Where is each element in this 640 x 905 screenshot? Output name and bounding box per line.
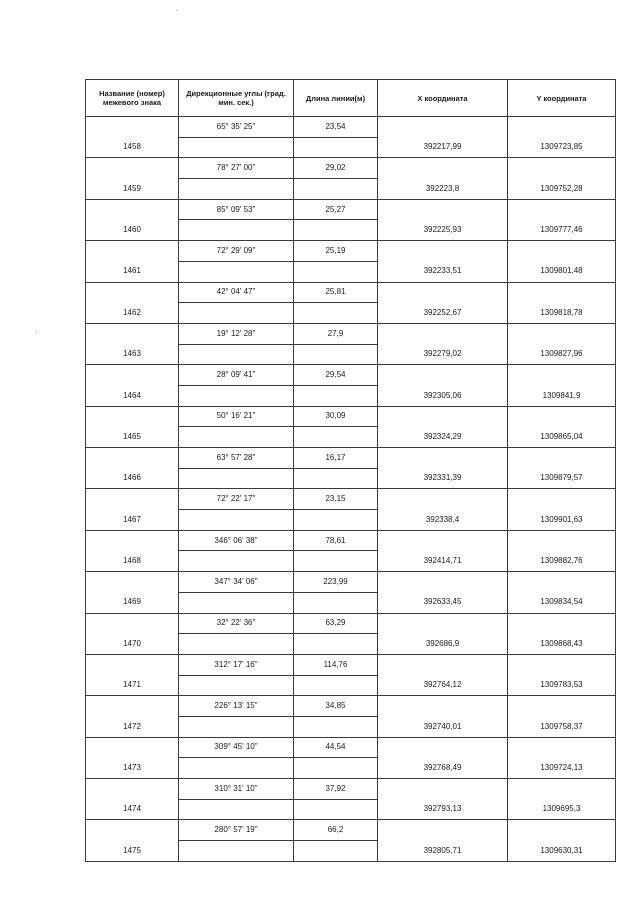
segment-length: 29,54	[294, 365, 378, 386]
segment-name-cell	[86, 117, 179, 138]
segment-x-cell	[378, 572, 508, 593]
point-length-cell	[294, 385, 378, 406]
point-length-cell	[294, 799, 378, 820]
point-x: 392279,02	[378, 344, 508, 365]
point-y: 1309901,63	[508, 510, 616, 531]
point-angle-cell	[179, 468, 294, 489]
point-length-cell	[294, 137, 378, 158]
header-length: Длина линии(м)	[294, 80, 378, 117]
point-x: 392305,06	[378, 385, 508, 406]
segment-length: 78,61	[294, 530, 378, 551]
segment-name-cell	[86, 613, 179, 634]
point-x: 392633,45	[378, 592, 508, 613]
boundary-coordinates-table	[85, 79, 616, 862]
segment-y-cell	[508, 572, 616, 593]
segment-x-cell	[378, 117, 508, 138]
point-angle-cell	[179, 634, 294, 655]
point-name: 1466	[86, 468, 179, 489]
segment-row	[86, 613, 616, 634]
segment-x-cell	[378, 241, 508, 262]
segment-angle: 19° 12' 28"	[179, 323, 294, 344]
point-y: 1309865,04	[508, 427, 616, 448]
segment-angle: 78° 27' 00"	[179, 158, 294, 179]
segment-y-cell	[508, 448, 616, 469]
segment-row	[86, 530, 616, 551]
table-body	[86, 117, 616, 862]
segment-angle: 42° 04' 47"	[179, 282, 294, 303]
point-name: 1468	[86, 551, 179, 572]
segment-name-cell	[86, 365, 179, 386]
table-row	[86, 303, 616, 324]
point-angle-cell	[179, 758, 294, 779]
segment-y-cell	[508, 282, 616, 303]
header-x: X координата	[378, 80, 508, 117]
point-length-cell	[294, 592, 378, 613]
point-length-cell	[294, 468, 378, 489]
point-name: 1458	[86, 137, 179, 158]
segment-y-cell	[508, 613, 616, 634]
segment-row	[86, 117, 616, 138]
point-y: 1309818,78	[508, 303, 616, 324]
segment-angle: 85° 09' 53"	[179, 199, 294, 220]
segment-length: 23,54	[294, 117, 378, 138]
segment-x-cell	[378, 613, 508, 634]
header-y: Y координата	[508, 80, 616, 117]
segment-name-cell	[86, 696, 179, 717]
point-y: 1309777,46	[508, 220, 616, 241]
segment-length: 44,54	[294, 737, 378, 758]
point-angle-cell	[179, 261, 294, 282]
segment-length: 23,15	[294, 489, 378, 510]
point-x: 392686,9	[378, 634, 508, 655]
table-row	[86, 675, 616, 696]
table-row	[86, 220, 616, 241]
point-length-cell	[294, 758, 378, 779]
segment-x-cell	[378, 282, 508, 303]
point-length-cell	[294, 841, 378, 862]
segment-name-cell	[86, 158, 179, 179]
point-name: 1467	[86, 510, 179, 531]
table-row	[86, 427, 616, 448]
segment-name-cell	[86, 654, 179, 675]
segment-length: 114,76	[294, 654, 378, 675]
table-row	[86, 758, 616, 779]
point-length-cell	[294, 220, 378, 241]
segment-x-cell	[378, 820, 508, 841]
point-length-cell	[294, 716, 378, 737]
segment-x-cell	[378, 489, 508, 510]
point-x: 392793,13	[378, 799, 508, 820]
point-angle-cell	[179, 344, 294, 365]
segment-y-cell	[508, 365, 616, 386]
segment-angle: 312° 17' 16"	[179, 654, 294, 675]
segment-length: 27,9	[294, 323, 378, 344]
point-angle-cell	[179, 799, 294, 820]
point-length-cell	[294, 344, 378, 365]
segment-length: 66,2	[294, 820, 378, 841]
segment-row	[86, 737, 616, 758]
segment-angle: 32° 22' 36"	[179, 613, 294, 634]
point-name: 1465	[86, 427, 179, 448]
segment-length: 16,17	[294, 448, 378, 469]
point-x: 392233,51	[378, 261, 508, 282]
point-length-cell	[294, 303, 378, 324]
segment-row	[86, 654, 616, 675]
segment-y-cell	[508, 241, 616, 262]
segment-row	[86, 158, 616, 179]
segment-row	[86, 241, 616, 262]
header-row	[86, 80, 616, 117]
point-name: 1461	[86, 261, 179, 282]
table-row	[86, 261, 616, 282]
point-y: 1309882,76	[508, 551, 616, 572]
point-angle-cell	[179, 716, 294, 737]
point-name: 1471	[86, 675, 179, 696]
point-x: 392217,99	[378, 137, 508, 158]
segment-row	[86, 406, 616, 427]
segment-y-cell	[508, 323, 616, 344]
point-x: 392338,4	[378, 510, 508, 531]
point-x: 392225,93	[378, 220, 508, 241]
header-name: Название (номер) межевого знака	[86, 80, 179, 117]
segment-name-cell	[86, 820, 179, 841]
scan-speck	[36, 331, 37, 332]
table-row	[86, 468, 616, 489]
segment-row	[86, 572, 616, 593]
segment-x-cell	[378, 406, 508, 427]
point-name: 1464	[86, 385, 179, 406]
segment-y-cell	[508, 654, 616, 675]
segment-x-cell	[378, 323, 508, 344]
point-length-cell	[294, 551, 378, 572]
segment-y-cell	[508, 696, 616, 717]
table-row	[86, 716, 616, 737]
segment-y-cell	[508, 117, 616, 138]
segment-x-cell	[378, 199, 508, 220]
segment-name-cell	[86, 779, 179, 800]
segment-angle: 63° 57' 28"	[179, 448, 294, 469]
point-y: 1309801,48	[508, 261, 616, 282]
segment-name-cell	[86, 530, 179, 551]
point-name: 1462	[86, 303, 179, 324]
point-y: 1309868,43	[508, 634, 616, 655]
scan-speck	[176, 10, 177, 11]
segment-angle: 346° 06' 38"	[179, 530, 294, 551]
table-row	[86, 799, 616, 820]
segment-x-cell	[378, 696, 508, 717]
point-length-cell	[294, 675, 378, 696]
segment-angle: 72° 29' 09"	[179, 241, 294, 262]
segment-angle: 280° 57' 19"	[179, 820, 294, 841]
table-row	[86, 592, 616, 613]
segment-x-cell	[378, 158, 508, 179]
table-row	[86, 551, 616, 572]
segment-name-cell	[86, 448, 179, 469]
table-row	[86, 634, 616, 655]
segment-y-cell	[508, 406, 616, 427]
point-name: 1472	[86, 716, 179, 737]
segment-angle: 310° 31' 10"	[179, 779, 294, 800]
point-name: 1474	[86, 799, 179, 820]
segment-y-cell	[508, 530, 616, 551]
table-row	[86, 137, 616, 158]
segment-row	[86, 489, 616, 510]
segment-angle: 309° 45' 10"	[179, 737, 294, 758]
point-x: 392764,12	[378, 675, 508, 696]
point-name: 1463	[86, 344, 179, 365]
table-row	[86, 510, 616, 531]
table-row	[86, 344, 616, 365]
point-angle-cell	[179, 303, 294, 324]
segment-angle: 28° 09' 41"	[179, 365, 294, 386]
point-name: 1460	[86, 220, 179, 241]
point-y: 1309724,13	[508, 758, 616, 779]
point-y: 1309695,3	[508, 799, 616, 820]
segment-row	[86, 779, 616, 800]
point-length-cell	[294, 634, 378, 655]
segment-length: 25,27	[294, 199, 378, 220]
point-y: 1309752,28	[508, 179, 616, 200]
segment-length: 29,02	[294, 158, 378, 179]
point-length-cell	[294, 261, 378, 282]
point-length-cell	[294, 179, 378, 200]
segment-x-cell	[378, 654, 508, 675]
segment-name-cell	[86, 199, 179, 220]
segment-name-cell	[86, 737, 179, 758]
point-y: 1309758,37	[508, 716, 616, 737]
table-row	[86, 385, 616, 406]
point-x: 392414,71	[378, 551, 508, 572]
segment-x-cell	[378, 448, 508, 469]
segment-row	[86, 323, 616, 344]
segment-row	[86, 282, 616, 303]
segment-angle: 65° 35' 25"	[179, 117, 294, 138]
point-angle-cell	[179, 510, 294, 531]
segment-y-cell	[508, 779, 616, 800]
point-angle-cell	[179, 137, 294, 158]
point-y: 1309841,9	[508, 385, 616, 406]
segment-row	[86, 365, 616, 386]
point-x: 392768,49	[378, 758, 508, 779]
point-angle-cell	[179, 385, 294, 406]
point-angle-cell	[179, 841, 294, 862]
segment-name-cell	[86, 489, 179, 510]
point-length-cell	[294, 510, 378, 531]
segment-row	[86, 199, 616, 220]
segment-x-cell	[378, 530, 508, 551]
segment-angle: 226° 13' 15"	[179, 696, 294, 717]
segment-row	[86, 820, 616, 841]
segment-y-cell	[508, 158, 616, 179]
point-angle-cell	[179, 592, 294, 613]
point-x: 392740,01	[378, 716, 508, 737]
point-angle-cell	[179, 675, 294, 696]
point-y: 1309827,96	[508, 344, 616, 365]
point-angle-cell	[179, 551, 294, 572]
point-y: 1309783,53	[508, 675, 616, 696]
segment-name-cell	[86, 241, 179, 262]
point-x: 392223,8	[378, 179, 508, 200]
segment-length: 34,85	[294, 696, 378, 717]
segment-name-cell	[86, 323, 179, 344]
point-angle-cell	[179, 220, 294, 241]
point-x: 392252,67	[378, 303, 508, 324]
point-name: 1473	[86, 758, 179, 779]
segment-length: 37,92	[294, 779, 378, 800]
segment-length: 223,99	[294, 572, 378, 593]
point-length-cell	[294, 427, 378, 448]
segment-angle: 72° 22' 17"	[179, 489, 294, 510]
segment-name-cell	[86, 406, 179, 427]
point-name: 1470	[86, 634, 179, 655]
segment-y-cell	[508, 199, 616, 220]
point-y: 1309834,54	[508, 592, 616, 613]
point-angle-cell	[179, 179, 294, 200]
segment-row	[86, 696, 616, 717]
point-y: 1309879,57	[508, 468, 616, 489]
table-row	[86, 841, 616, 862]
point-name: 1475	[86, 841, 179, 862]
header-angles: Дирекционные углы (град. мин. сек.)	[179, 80, 294, 117]
segment-length: 30,09	[294, 406, 378, 427]
segment-angle: 50° 16' 21"	[179, 406, 294, 427]
segment-name-cell	[86, 282, 179, 303]
segment-x-cell	[378, 737, 508, 758]
segment-length: 63,29	[294, 613, 378, 634]
point-y: 1309723,85	[508, 137, 616, 158]
point-x: 392331,39	[378, 468, 508, 489]
point-x: 392324,29	[378, 427, 508, 448]
segment-length: 25,19	[294, 241, 378, 262]
point-y: 1309630,31	[508, 841, 616, 862]
point-name: 1459	[86, 179, 179, 200]
segment-y-cell	[508, 737, 616, 758]
table-row	[86, 179, 616, 200]
segment-row	[86, 448, 616, 469]
segment-length: 25,81	[294, 282, 378, 303]
segment-x-cell	[378, 779, 508, 800]
segment-y-cell	[508, 489, 616, 510]
point-x: 392805,71	[378, 841, 508, 862]
segment-name-cell	[86, 572, 179, 593]
segment-y-cell	[508, 820, 616, 841]
segment-x-cell	[378, 365, 508, 386]
segment-angle: 347° 34' 06"	[179, 572, 294, 593]
point-angle-cell	[179, 427, 294, 448]
point-name: 1469	[86, 592, 179, 613]
